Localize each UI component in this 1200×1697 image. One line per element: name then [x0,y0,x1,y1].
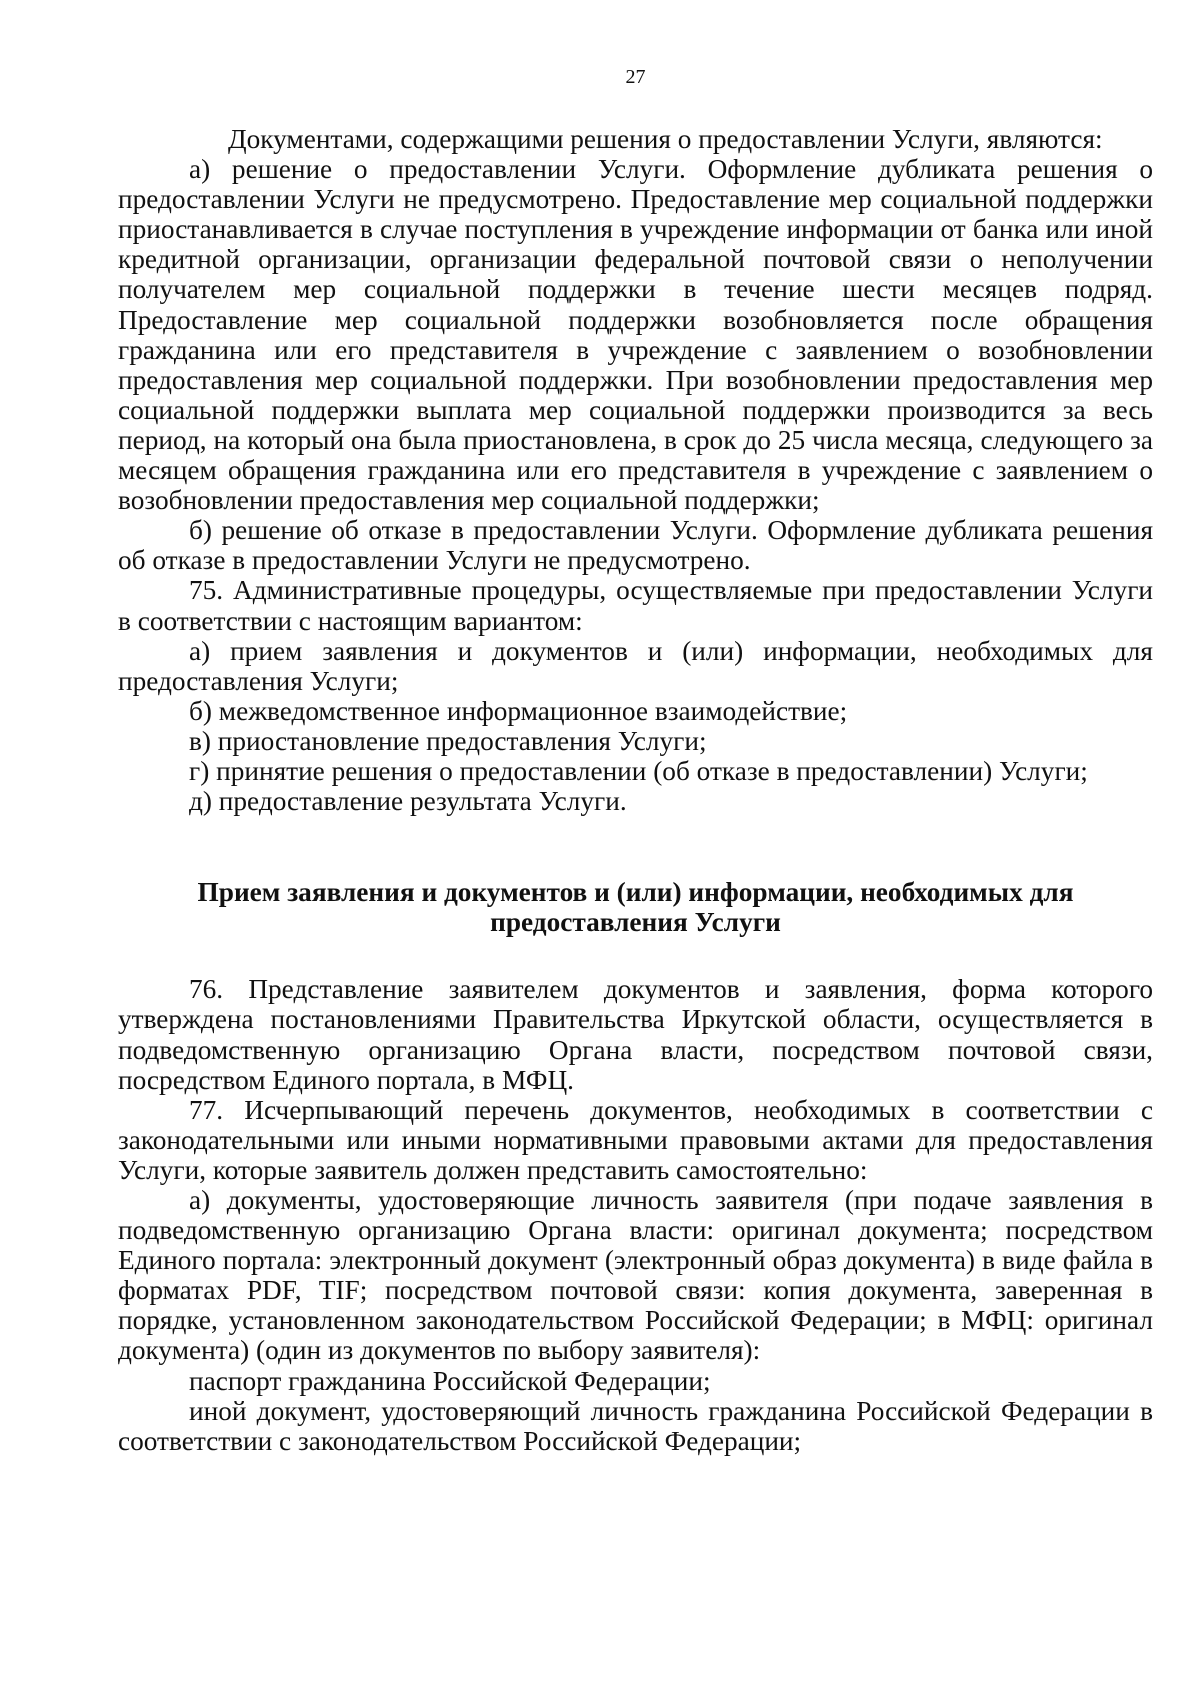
page-number: 27 [625,66,646,88]
paragraph-75: 75. Административные процедуры, осуществляемые при предоставлении Услуги в соответствии с настоящим вариантом: [118,575,1153,636]
paragraph-75-d: д) предоставление результата Услуги. [189,786,627,817]
paragraph-other-document: иной документ, удостоверяющий личность гражданина Российской Федерации в соответствии с законодательством Российской Федерации; [118,1395,1153,1456]
paragraph-75-v: в) приостановление предоставления Услуги; [189,725,707,756]
paragraph-75-b: б) межведомственное информационное взаимодействие; [189,695,848,726]
paragraph-75-a: а) прием заявления и документов и (или) информации, необходимых для предоставления Услуги; [118,635,1153,696]
paragraph-77-a: а) документы, удостоверяющие личность заявителя (при подаче заявления в подведомственную организацию Органа власти: оригинал документа; посредством Единого портала: электронный документ (электронный образ документа) в виде файла в форматах PDF, TIF; посредством почтовой связи: копия документа, заверенная в порядке, установленном законодательством Российской Федерации; в МФЦ: оригинал документа) (один из документов по выбору заявителя): [118,1185,1153,1366]
paragraph-77: 77. Исчерпывающий перечень документов, необходимых в соответствии с законодательными или иными нормативными правовыми актами для предоставления Услуги, которые заявитель должен представить самостоятельно: [118,1094,1153,1185]
paragraph-item-a: а) решение о предоставлении Услуги. Оформление дубликата решения о предоставлении Услуги не предусмотрено. Предоставление мер социальной поддержки приостанавливается в случае поступления в учреждение информации от банка или иной кредитной организации, организации федеральной почтовой связи о неполучении получателем мер социальной поддержки в течение шести месяцев подряд. Предоставление мер социальной поддержки возобновляется после обращения гражданина или его представителя в учреждение с заявлением о возобновлении предоставления мер социальной поддержки. При возобновлении предоставления мер социальной поддержки выплата мер социальной поддержки производится за весь период, на который она была приостановлена, в срок до 25 числа месяца, следующего за месяцем обращения гражданина или его представителя в учреждение с заявлением о возобновлении предоставления мер социальной поддержки; [118,154,1153,516]
section-heading: Прием заявления и документов и (или) информации, необходимых для предоставления Услуги [197,877,1074,938]
paragraph-76: 76. Представление заявителем документов и заявления, форма которого утверждена постановлениями Правительства Иркутской области, осуществляется в подведомственную организацию Органа власти, посредством почтовой связи, посредством Единого портала, в МФЦ. [118,974,1153,1095]
paragraph-75-g: г) принятие решения о предоставлении (об отказе в предоставлении) Услуги; [189,755,1088,786]
section-top [118,124,1153,816]
paragraph-intro: Документами, содержащими решения о предоставлении Услуги, являются: [228,124,1103,154]
section-bottom [118,974,1153,1456]
paragraph-item-b: б) решение об отказе в предоставлении Услуги. Оформление дубликата решения об отказе в предоставлении Услуги не предусмотрено. [118,515,1153,576]
paragraph-passport: паспорт гражданина Российской Федерации; [189,1365,711,1396]
